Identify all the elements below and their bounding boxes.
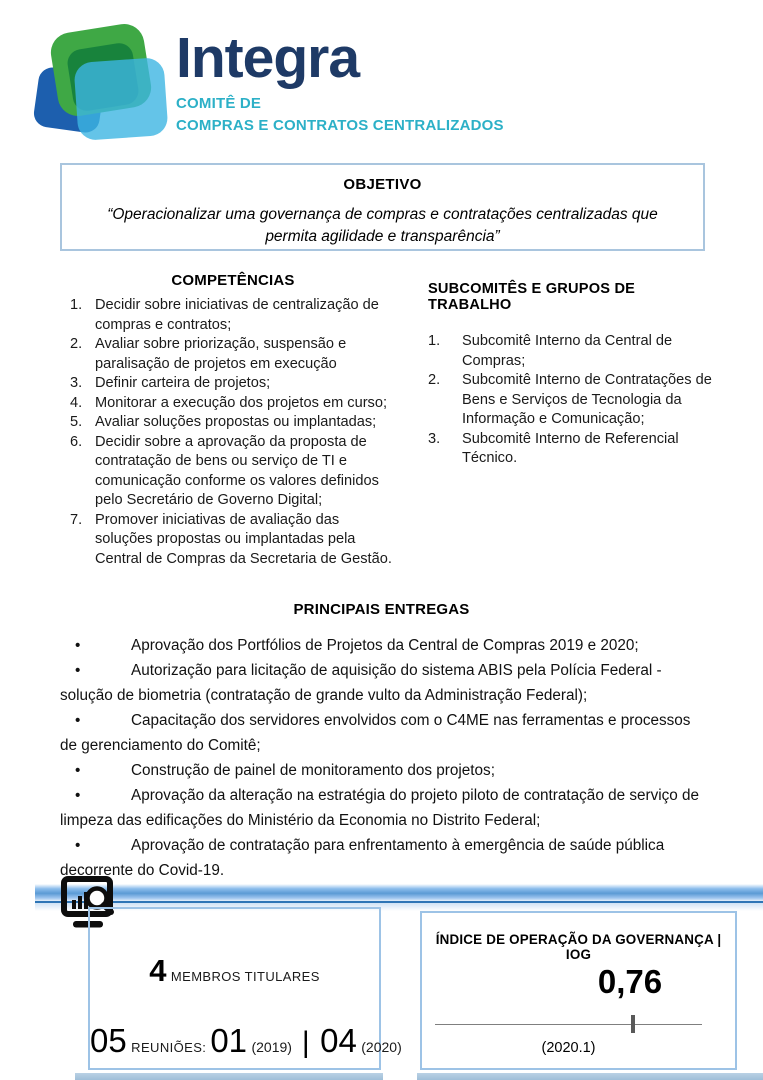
reunioes-total: 05 [90, 1022, 127, 1059]
bottom-stripe-right [417, 1073, 763, 1080]
competencias-section [68, 272, 398, 569]
brand-name: Integra [176, 26, 360, 90]
membros-line [90, 953, 379, 989]
list-item: Decidir sobre a aprovação da proposta de contratação de bens ou serviço de TI e comunicação conforme os valores definidos pelo Secretário de Governo Digital; [95, 433, 379, 508]
entregas-list [60, 633, 710, 883]
objetivo-title: OBJETIVO [343, 176, 422, 193]
list-item: • Construção de painel de monitoramento dos projetos; [60, 758, 710, 783]
bullet-glyph: • [75, 662, 81, 679]
reunioes-label: REUNIÕES: [131, 1040, 207, 1055]
reunioes-line [90, 1022, 402, 1060]
bullet-glyph: • [75, 762, 81, 779]
bullet-glyph: • [75, 787, 81, 804]
membros-reunioes-box [88, 907, 402, 1070]
iog-gauge-line [435, 1024, 702, 1025]
divider-glow-stripe [35, 884, 763, 903]
list-item: Monitorar a execução dos projetos em curso; [95, 394, 388, 411]
competencias-list [68, 296, 398, 569]
brand-subtitle [176, 93, 504, 137]
subcomites-title: SUBCOMITÊS E GRUPOS DE TRABALHO [428, 281, 636, 313]
bullet-glyph: • [75, 637, 81, 654]
list-item: • Aprovação dos Portfólios de Projetos da Central de Compras 2019 e 2020; [60, 633, 710, 658]
reunioes-separator: | [301, 1026, 310, 1059]
reunioes-2020-value: 04 [320, 1022, 357, 1059]
logo-text-block [176, 26, 504, 137]
brand-subtitle-line2: COMPRAS E CONTRATOS CENTRALIZADOS [176, 116, 504, 134]
reunioes-2020-label: (2020) [361, 1039, 402, 1055]
subcomites-list [428, 332, 716, 469]
list-item: Avaliar soluções propostas ou implantadas; [95, 414, 377, 430]
list-item: Avaliar sobre priorização, suspensão e paralisação de projetos em execução [95, 336, 347, 372]
list-item: • Capacitação dos servidores envolvidos com o C4ME nas ferramentas e processos de gerenciamento do Comitê; [60, 708, 710, 758]
bullet-glyph: • [75, 837, 81, 854]
list-item: Definir carteira de projetos; [95, 375, 271, 391]
brand-subtitle-line1: COMITÊ DE [176, 95, 262, 112]
list-item: Subcomitê Interno da Central de Compras; [462, 333, 673, 369]
membros-label: MEMBROS TITULARES [170, 969, 320, 984]
iog-gauge-tick [631, 1015, 635, 1033]
reunioes-2019-value: 01 [210, 1022, 248, 1059]
objetivo-box [60, 163, 705, 251]
integra-logo-icon [34, 26, 179, 142]
list-item: • Aprovação da alteração na estratégia do projeto piloto de contratação de serviço de limpeza das edificações do Ministério da Economia no Distrito Federal; [60, 783, 710, 833]
list-item: Promover iniciativas de avaliação das soluções propostas ou implantadas pela Central de Compras da Secretaria de Gestão. [95, 511, 392, 567]
iog-value: 0,76 [597, 963, 663, 1000]
iog-title: ÍNDICE DE OPERAÇÃO DA GOVERNANÇA | IOG [435, 932, 722, 962]
bottom-stripe-left [75, 1073, 383, 1080]
list-item: Subcomitê Interno de Referencial Técnico. [462, 430, 679, 466]
membros-value: 4 [149, 953, 167, 988]
logo-cyan-square [73, 57, 168, 141]
iog-box [420, 911, 737, 1070]
objetivo-quote: “Operacionalizar uma governança de compras e contratações centralizadas que permita agilidade e transparência” [107, 206, 658, 246]
reunioes-2019-label: (2019) [251, 1039, 292, 1055]
subcomites-section [428, 281, 716, 469]
list-item: • Autorização para licitação de aquisição do sistema ABIS pela Polícia Federal - solução de biometria (contratação de grande vulto da Administração Federal); [60, 658, 710, 708]
entregas-title: PRINCIPAIS ENTREGAS [293, 601, 470, 618]
list-item: • Aprovação de contratação para enfrentamento à emergência de saúde pública decorrente do Covid-19. [60, 833, 710, 883]
iog-period: (2020.1) [541, 1040, 596, 1056]
list-item: Subcomitê Interno de Contratações de Bens e Serviços de Tecnologia da Informação e Comunicação; [462, 372, 712, 427]
bullet-glyph: • [75, 712, 81, 729]
competencias-title: COMPETÊNCIAS [171, 272, 295, 289]
list-item: Decidir sobre iniciativas de centralização de compras e contratos; [95, 297, 379, 333]
